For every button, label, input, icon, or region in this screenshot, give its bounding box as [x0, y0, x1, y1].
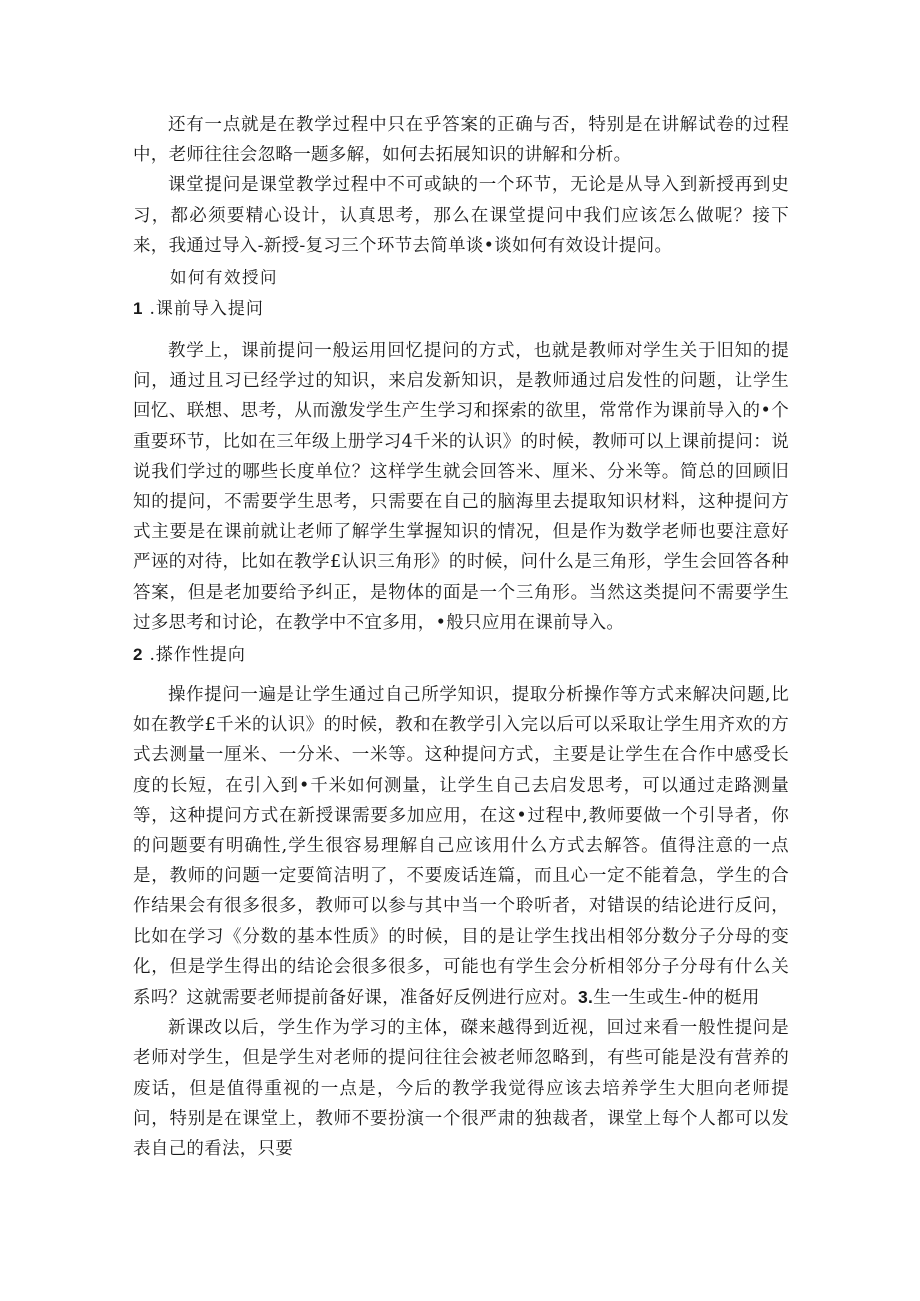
section-2-body — [133, 680, 789, 1013]
section-1-heading — [133, 294, 789, 324]
paragraph-intro-2: 课堂提问是课堂教学过程中不可或缺的一个环节，无论是从导入到新授再到史习，都必须要精心设计，认真思考，那么在课堂提问中我们应该怎么做呢？接下来，我通过导入-新授-复习三个环节去简单谈•谈如何有效设计提问。 — [133, 175, 789, 256]
section-2-number: 2 — [133, 645, 144, 665]
section-1-body: 教学上，课前提问一般运用回忆提问的方式，也就是教师对学生关于旧知的提问，通过且习已经学过的知识，来启发新知识，是教师通过启发性的问题，让学生回忆、联想、思考，从而激发学生产生学习和探索的欲里，常常作为课前导入的•个重要环节，比如在三年级上册学习4千米的认识》的时候，教师可以上课前提问：说说我们学过的哪些长度单位？这样学生就会回答米、厘米、分米等。简总的回顾旧知的提问，不需要学生思考，只需要在自己的脑海里去提取知识材料，这种提问方式主要是在课前就让老师了解学生掌握知识的情况，但是作为数学老师也要注意好严诬的对待，比如在教学£认识三角形》的时候，问什么是三角形，学生会回答各种答案，但是老加要给予纠正，是物体的面是一个三角形。当然这类提问不需要学生过多思考和讨论，在教学中不宜多用，•般只应用在课前导入。 — [133, 341, 789, 633]
section-2-title: .搽作性提向 — [149, 645, 246, 666]
section-1-number: 1 — [133, 299, 144, 319]
section-3-title: 生一生或生-仲的梃用 — [593, 988, 760, 1009]
document-body — [133, 110, 789, 1164]
section-1-title: .课前导入提问 — [149, 299, 264, 320]
paragraph-intro-1: 还有一点就是在教学过程中只在乎答案的正确与否，特别是在讲解试卷的过程中，老师往往会忽略一题多解，如何去拓展知识的讲解和分析。 — [133, 115, 789, 166]
section-3-body: 新课改以后，学生作为学习的主体，磔来越得到近视，回过来看一般性提问是老师对学生，但是学生对老师的提问往往会被老师忽略到，有些可能是没有营养的废话，但是值得重视的一点是，今后的教学我觉得应该去培养学生大胆向老师提问，特别是在课堂上，教师不要扮演一个很严肃的独裁者，课堂上每个人都可以发表自己的看法，只要 — [133, 1018, 789, 1160]
subtitle-heading: 如何有效授问 — [170, 268, 278, 288]
section-3-number: 3. — [578, 987, 594, 1008]
section-2-body-text: 操作提问一遍是让学生通过自己所学知识，提取分析操作等方式来解决问题,比如在教学£千米的认识》的时候，教和在教学引入完以后可以采取让学生用齐欢的方式去测量一厘米、一分米、一米等。这种提问方式，主要是让学生在合作中感受长度的长短，在引入到•千米如何测量，让学生自己去启发思考，可以通过走路测量等，这种提问方式在新授课需要多加应用，在这•过程中,教师要做一个引导者，你的问题要有明确性,学生很容易理解自己应该用什么方式去解答。值得注意的一点是，教师的问题一定要简洁明了，不要废话连篇，而且心一定不能着急，学生的合作结果会有很多很多，教师可以参与其中当一个聆听者，对错误的结论进行反问，比如在学习《分数的基本性质》的时候，目的是让学生找出相邻分数分子分母的变化，但是学生得出的结论会很多很多，可能也有学生会分析相邻分子分母有什么关系吗？这就需要老师提前备好课，准备好反例进行应对。 — [133, 685, 789, 1009]
section-2-heading — [133, 640, 789, 670]
